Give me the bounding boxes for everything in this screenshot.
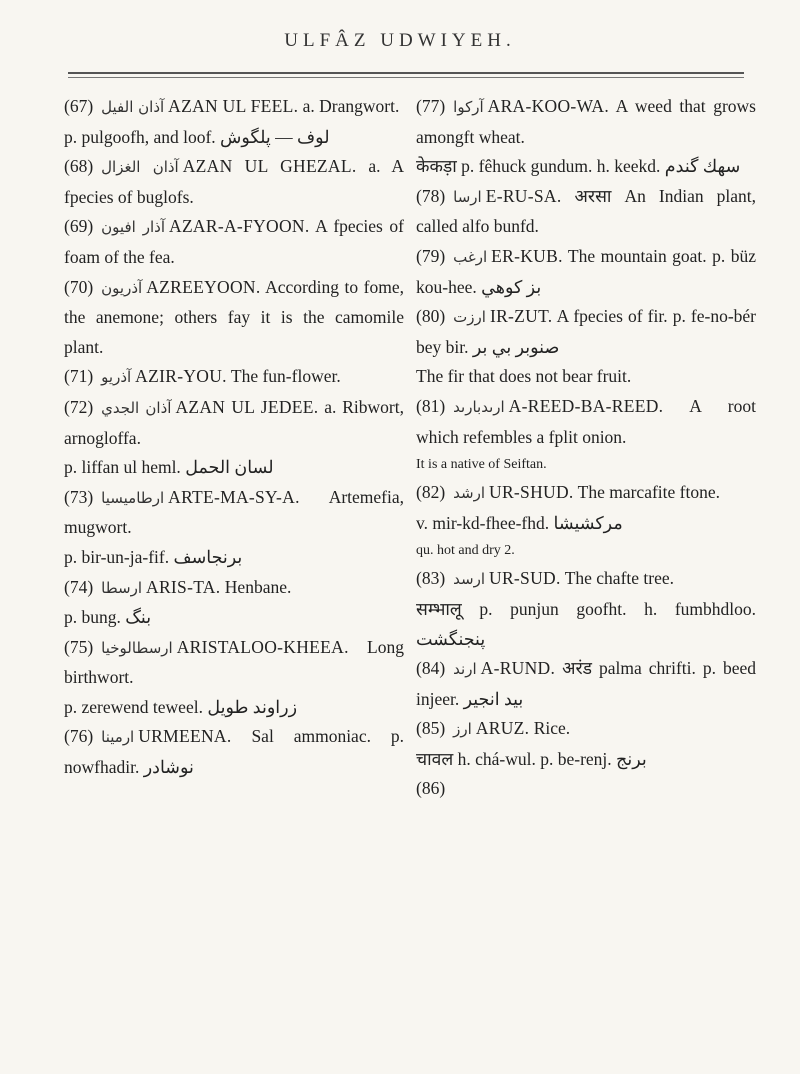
dictionary-entry [64, 152, 404, 212]
entry-text: a. Ribwort, arnogloffa. [64, 396, 404, 448]
entry-text: p. bir-un-ja-fif. برنجاسف [64, 546, 243, 567]
entry-arabic: ارسا [453, 187, 482, 206]
entry-text: The marcafite ftone. [573, 482, 720, 503]
entry-num: (72) [64, 396, 94, 417]
entry-text: A fpecies of fir. p. fe-no-bér bey bir. صنوبر بي بر [416, 306, 756, 357]
dictionary-entry [64, 633, 404, 693]
entry-text: The chafte tree. [560, 568, 674, 589]
entry-arabic: ارىدبارىد [453, 397, 505, 416]
entry-head: AZAR-A-FYOON. [169, 216, 310, 237]
entry-arabic: ارشد [453, 484, 486, 503]
dictionary-entry [416, 538, 756, 564]
dictionary-entry [64, 543, 404, 573]
entry-head: E-RU-SA. [485, 185, 562, 206]
entry-head: AZAN UL FEEL. [168, 96, 299, 116]
entry-text: Sal ammoniac. p. nowfhadir. نوشادر [64, 726, 404, 778]
entry-arabic: ارمينا [101, 728, 135, 747]
entry-arabic: ارغب [453, 247, 488, 266]
entry-num: (78) [416, 185, 446, 206]
entry-text: The fir that does not bear fruit. [416, 366, 632, 387]
entry-text: Henbane. [220, 576, 292, 597]
entry-arabic: ارسد [453, 570, 486, 589]
entry-num: (67) [64, 96, 94, 116]
entry-text: (86) [416, 778, 446, 799]
entry-num: (83) [416, 568, 446, 589]
entry-arabic: آذان الجدي [101, 398, 172, 417]
dictionary-entry [64, 212, 404, 272]
entry-num: (82) [416, 482, 446, 503]
entry-arabic: ارسطا [101, 578, 143, 597]
entry-head: AZIR-YOU. [135, 366, 227, 387]
entry-text: p. bung. بنگ [64, 607, 152, 628]
entry-arabic: ارز [453, 720, 472, 739]
dictionary-entry [416, 92, 756, 152]
entry-num: (69) [64, 216, 94, 237]
dictionary-entry [64, 393, 404, 453]
running-header: ULFÂZ UDWIYEH. [284, 30, 516, 51]
entry-num: (68) [64, 156, 94, 177]
dictionary-entry [64, 722, 404, 782]
entry-num: (76) [64, 726, 94, 747]
entry-text: सम्भालू p. punjun goofht. h. fumbhdloo. پنجنگشت [416, 598, 756, 649]
entry-num: (75) [64, 636, 94, 657]
dictionary-entry [416, 302, 756, 362]
entry-num: (84) [416, 658, 446, 679]
entry-text: चावल h. chá-wul. p. be-renj. برنج [416, 748, 647, 769]
dictionary-entry [416, 654, 756, 714]
entry-head: A-RUND. [480, 658, 556, 679]
entry-text: p. liffan ul heml. لسان الحمل [64, 457, 274, 478]
entry-head: ARISTALOO-KHEEA. [176, 636, 349, 657]
dictionary-entry [416, 509, 756, 539]
entry-arabic: ارزت [453, 308, 486, 327]
entry-text: a. A fpecies of buglofs. [64, 156, 404, 207]
entry-text: A fpecies of foam of the fea. [64, 216, 405, 267]
dictionary-entry [64, 273, 404, 363]
entry-num: (70) [64, 276, 94, 297]
entry-text: केकड़ा p. fêhuck gundum. h. keekd. سهك گندم [416, 156, 741, 177]
entry-text: qu. hot and dry 2. [416, 543, 515, 559]
entry-text: It is a native of Seiftan. [416, 457, 547, 473]
entry-head: UR-SHUD. [489, 482, 574, 503]
dictionary-entry [64, 92, 404, 123]
entry-text: p. zerewend teweel. زراوند طويل [64, 696, 298, 717]
dictionary-entry [64, 483, 404, 543]
entry-text: अरसा An Indian plant, called alfo bunfd. [416, 185, 756, 237]
right-column [416, 92, 756, 804]
dictionary-entry [64, 453, 404, 483]
entry-text: p. pulgoofh, and loof. لوف — پلگوش [64, 126, 330, 147]
entry-arabic: آذار افيون [101, 218, 165, 237]
entry-text: The fun-flower. [226, 366, 341, 387]
entry-num: (74) [64, 576, 94, 597]
entry-text: Long birthwort. [64, 636, 404, 688]
entry-head: ARIS-TA. [146, 576, 221, 597]
entry-arabic: آذريون [101, 278, 143, 297]
entry-head: ARTE-MA-SY-A. [168, 486, 300, 507]
entry-head: AZREEYOON. [146, 276, 261, 297]
header-rule [68, 72, 744, 78]
dictionary-entry [64, 603, 404, 633]
dictionary-entry [416, 774, 756, 804]
dictionary-entry [416, 242, 756, 302]
entry-text: Rice. [529, 718, 571, 739]
entry-num: (85) [416, 718, 446, 739]
entry-text: अरंड palma chrifti. p. beed injeer. بيد انجير [416, 658, 756, 709]
dictionary-entry [64, 123, 404, 153]
entry-head: ARA-KOO-WA. [487, 96, 610, 116]
entry-head: A-REED-BA-REED. [508, 395, 664, 416]
dictionary-entry [416, 392, 756, 452]
entry-num: (81) [416, 395, 446, 416]
entry-text: According to fome, the anemone; others fay it is the camomile plant. [64, 276, 404, 357]
dictionary-entry [416, 745, 756, 775]
entry-head: AZAN UL GHEZAL. [182, 156, 357, 177]
entry-num: (73) [64, 486, 94, 507]
entry-num: (79) [416, 245, 446, 266]
entry-head: ARUZ. [475, 718, 530, 739]
dictionary-entry [416, 362, 756, 392]
entry-head: UR-SUD. [489, 568, 561, 589]
entry-head: AZAN UL JEDEE. [175, 396, 319, 417]
dictionary-entry [64, 693, 404, 723]
entry-text: Artemefia, mugwort. [64, 486, 404, 538]
dictionary-entry [416, 182, 756, 242]
dictionary-entry [416, 595, 756, 654]
entry-arabic: آذان الغزال [101, 158, 179, 177]
dictionary-entry [64, 362, 404, 393]
entry-arabic: ارسطالوخيا [101, 638, 173, 657]
entry-arabic: آذان الفيل [101, 98, 165, 116]
dictionary-entry [416, 478, 756, 509]
entry-text: a. Drangwort. [298, 96, 400, 116]
dictionary-entry [416, 452, 756, 478]
dictionary-entry [416, 152, 756, 182]
entry-arabic: ارطاميسيا [101, 488, 165, 507]
entry-num: (80) [416, 306, 446, 327]
entry-head: URMEENA. [138, 726, 232, 747]
dictionary-entry [416, 714, 756, 745]
entry-head: IR-ZUT. [489, 306, 553, 327]
entry-arabic: ارند [453, 660, 477, 679]
entry-arabic: آركوا [453, 98, 484, 116]
entry-text: A weed that grows amongft wheat. [416, 96, 756, 147]
entry-num: (77) [416, 96, 446, 116]
entry-text: v. mir-kd-fhee-fhd. مركشيشا [416, 512, 623, 533]
entry-head: ER-KUB. [491, 245, 563, 266]
entry-arabic: آذريو [101, 368, 132, 387]
left-column [64, 92, 404, 783]
entry-text: The mountain goat. p. büz kou-hee. بز كوهي [416, 245, 756, 297]
dictionary-entry [64, 573, 404, 604]
entry-text: A root which refembles a fplit onion. [416, 395, 756, 447]
entry-num: (71) [64, 366, 94, 387]
dictionary-entry [416, 564, 756, 595]
